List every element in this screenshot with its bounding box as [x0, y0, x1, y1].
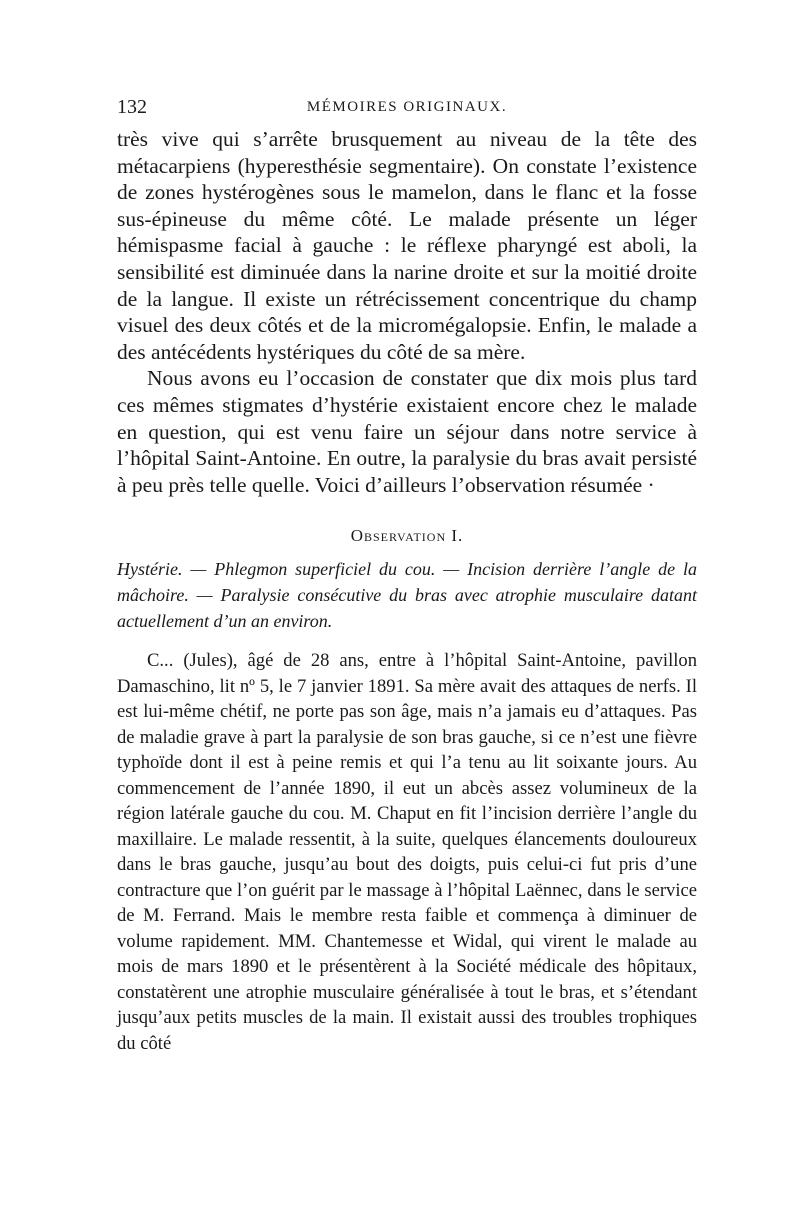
paragraph-continuation: très vive qui s’arrête brusquement au niveau de la tête des métacarpiens (hyperesthésie segmentaire). On constate l’existence de zones hystérogènes sous le mamelon, dans le flanc et la fosse sus-épineuse du même côté. Le malade présente un léger hémispasme facial à gauche : le réflexe pharyngé est aboli, la sensibilité est diminuée dans la narine droite et sur la moitié droite de la langue. Il existe un rétrécissement concentrique du champ visuel des deux côtés et de la micromégalopsie. Enfin, le malade a des antécédents hystériques du côté de sa mère. — [117, 127, 697, 364]
page-number: 132 — [117, 96, 147, 118]
observation-heading: Observation I. — [350, 526, 464, 546]
running-head — [117, 96, 697, 122]
observation-title: Hystérie. — Phlegmon superficiel du cou. — Incision derrière l’angle de la mâchoire. — Paralysie consécutive du bras avec atrophie musculaire datant actuellement d’un an environ. — [117, 559, 697, 632]
book-page — [117, 96, 697, 1056]
running-title: MÉMOIRES ORIGINAUX. — [306, 99, 508, 115]
body-text — [117, 126, 697, 498]
observation-text: C... (Jules), âgé de 28 ans, entre à l’hôpital Saint-Antoine, pavillon Damaschino, lit nº 5, le 7 janvier 1891. Sa mère avait des attaques de nerfs. Il est lui-même chétif, ne porte pas son âge, mais n’a jamais eu d’attaques. Pas de maladie grave à part la paralysie de son bras gauche, si ce n’est une fièvre typhoïde dont il est à peine remis et qui l’a tenu au lit soixante jours. Au commencement de l’année 1890, il eut un abcès assez volumineux de la région latérale gauche du cou. M. Chaput en fit l’incision derrière l’angle du maxillaire. Le malade ressentit, à la suite, quelques élancements douloureux dans le bras gauche, jusqu’au bout des doigts, puis celui-ci fut pris d’une contracture que l’on guérit par le massage à l’hôpital Laënnec, dans le service de M. Ferrand. Mais le membre resta faible et commença à diminuer de volume rapidement. MM. Chantemesse et Widal, qui virent le malade au mois de mars 1890 et le présentèrent à la Société médicale des hôpitaux, constatèrent une atrophie musculaire généralisée à tout le bras, et s’étendant jusqu’aux petits muscles de la main. Il existait aussi des troubles trophiques du côté — [117, 650, 697, 1054]
paragraph: Nous avons eu l’occasion de constater que dix mois plus tard ces mêmes stigmates d’hystérie existaient encore chez le malade en question, qui est venu faire un séjour dans notre service à l’hôpital Saint-Antoine. En outre, la paralysie du bras avait persisté à peu près telle quelle. Voici d’ailleurs l’observation résumée · — [117, 366, 697, 497]
